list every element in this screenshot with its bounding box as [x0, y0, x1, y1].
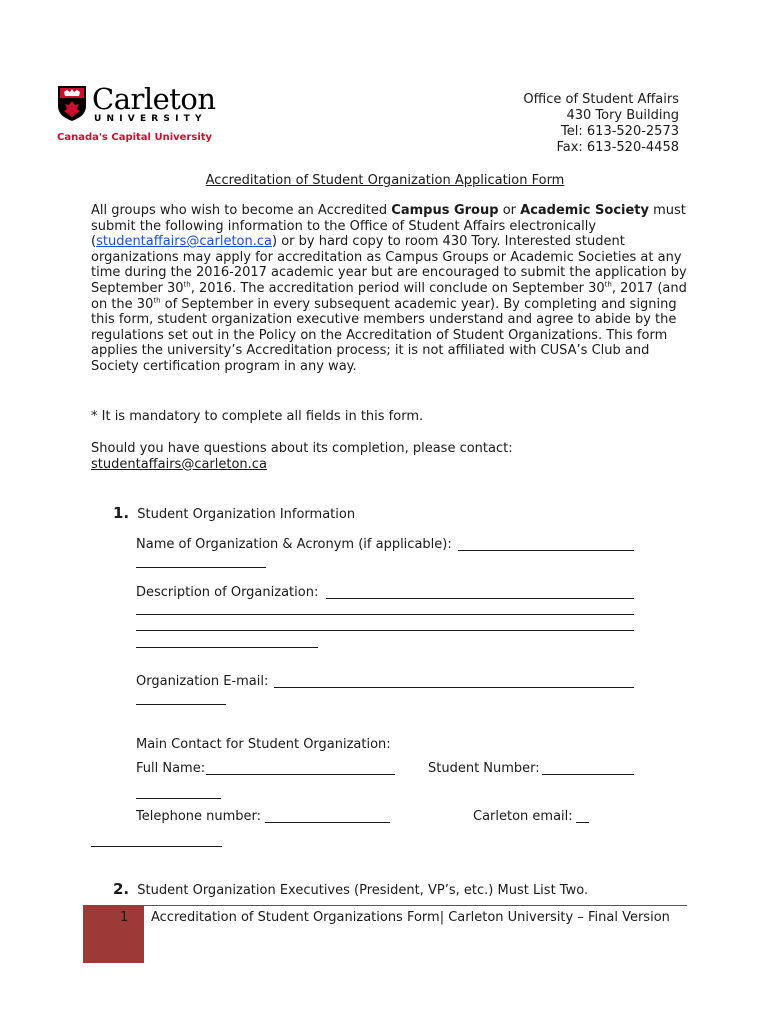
telephone-label: Telephone number: — [136, 809, 262, 824]
email-link[interactable]: studentaffairs@carleton.ca — [96, 234, 272, 250]
questions-email[interactable]: studentaffairs@carleton.ca — [91, 456, 267, 472]
student-number-label: Student Number: — [428, 761, 540, 776]
org-name-label: Name of Organization & Acronym (if applicable): — [136, 537, 452, 552]
main-contact-label: Main Contact for Student Organization: — [136, 737, 391, 752]
description-label: Description of Organization: — [136, 585, 319, 600]
section-2-heading — [113, 880, 588, 898]
campus-group-term: Campus Group — [391, 203, 499, 218]
ordinal-suffix: th — [153, 296, 161, 305]
student-number-field[interactable] — [542, 774, 634, 775]
description-field-line[interactable] — [136, 630, 634, 631]
telephone-field[interactable] — [265, 822, 390, 823]
intro-text: ) or by hard copy to room 430 Tory. Interested student organizations may apply for accreditation as Campus Groups or Academic Societies at any time during the 2016-2017 academic year but are encouraged to submit the application by September 30 — [91, 234, 687, 296]
ordinal-suffix: th — [183, 280, 191, 289]
carleton-logo — [56, 84, 216, 146]
full-name-field[interactable] — [206, 774, 395, 775]
page-title: Accreditation of Student Organization Application Form — [205, 173, 565, 188]
section-1-heading — [113, 504, 355, 522]
logo-wordmark: Carleton — [92, 82, 216, 116]
ordinal-suffix: th — [604, 280, 612, 289]
office-line: 430 Tory Building — [566, 108, 679, 123]
intro-text: or — [498, 203, 521, 218]
intro-text: of September in every subsequent academic year). By completing and signing this form, student organization executive members understand and agree to abide by the regulations set out in the Policy on the Accreditation of Student Organizations. This form applies the university’s Accreditation process; it is not affiliated with CUSA’s Club and Society certification program in any way. — [91, 296, 677, 374]
full-name-field-cont[interactable] — [136, 798, 221, 799]
org-email-field-cont[interactable] — [136, 704, 226, 705]
intro-text: , 2017 (and on the 30 — [91, 280, 687, 312]
questions-block — [91, 441, 691, 472]
footer-page-number: 1 — [120, 910, 129, 925]
description-field-line[interactable] — [136, 647, 318, 648]
intro-paragraph — [91, 203, 691, 375]
intro-text: must submit the following information to the Office of Student Affairs electronically ( — [91, 203, 686, 250]
office-line: Office of Student Affairs — [523, 92, 679, 107]
office-line: Tel: 613-520-2573 — [561, 124, 679, 139]
description-field[interactable] — [326, 598, 634, 599]
org-email-field[interactable] — [274, 687, 634, 688]
description-field-line[interactable] — [136, 614, 634, 615]
footer-color-block — [83, 905, 144, 963]
section-number: 2. — [113, 880, 130, 898]
org-email-label: Organization E-mail: — [136, 674, 269, 689]
office-line: Fax: 613-520-4458 — [556, 140, 679, 155]
carleton-email-label: Carleton email: — [473, 809, 573, 824]
carleton-email-field-cont[interactable] — [91, 846, 222, 847]
section-title: Student Organization Information — [137, 507, 356, 522]
footer-text: Accreditation of Student Organizations Form| Carleton University – Final Version — [151, 910, 670, 925]
full-name-label: Full Name: — [136, 761, 206, 776]
office-address — [523, 92, 679, 156]
logo-tagline: Canada's Capital University — [57, 132, 213, 143]
footer-divider — [144, 905, 687, 906]
logo-university: UNIVERSITY — [94, 114, 207, 124]
org-name-field[interactable] — [458, 550, 634, 551]
org-name-field-cont[interactable] — [136, 567, 266, 568]
intro-text: , 2016. The accreditation period will conclude on September 30 — [190, 280, 605, 296]
section-number: 1. — [113, 504, 130, 522]
mandatory-note: * It is mandatory to complete all fields in this form. — [91, 409, 424, 424]
shield-icon — [56, 84, 88, 122]
intro-text: All groups who wish to become an Accredited — [91, 203, 392, 218]
academic-society-term: Academic Society — [520, 203, 649, 218]
questions-text: Should you have questions about its completion, please contact: — [91, 441, 513, 456]
carleton-email-field[interactable] — [576, 822, 589, 823]
section-title: Student Organization Executives (President, VP’s, etc.) Must List Two. — [137, 883, 589, 898]
